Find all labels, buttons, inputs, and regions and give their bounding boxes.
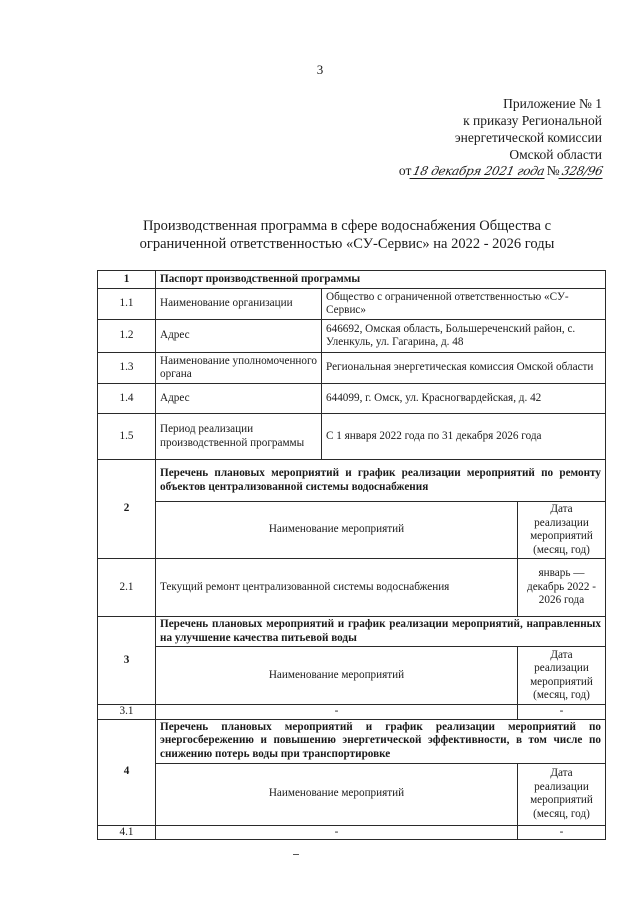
section-2-number: 2 — [98, 460, 156, 559]
program-table — [97, 270, 606, 840]
title-line-1: Производственная программа в сфере водоснабжения Общества с — [142, 218, 552, 234]
row-date: - — [518, 825, 606, 840]
appendix-line-1: Приложение № 1 — [503, 96, 602, 111]
row-label: Наименование уполномоченного органа — [156, 353, 322, 384]
table-row — [98, 353, 606, 384]
row-label: Период реализации производственной программы — [156, 414, 322, 460]
row-value: Общество с ограниченной ответственностью «СУ-Сервис» — [322, 289, 606, 320]
table-row — [98, 289, 606, 320]
section-1-heading: Паспорт производственной программы — [156, 271, 606, 289]
table-row — [98, 825, 606, 840]
row-value: 644099, г. Омск, ул. Красногвардейская, д. 42 — [322, 384, 606, 414]
row-number: 1.4 — [98, 384, 156, 414]
scan-mark — [293, 854, 299, 855]
page-number: 3 — [316, 62, 324, 77]
appendix-line-2: к приказу Региональной — [463, 113, 602, 128]
section-3-header-row — [98, 617, 606, 647]
row-label: Наименование организации — [156, 289, 322, 320]
row-activity: - — [156, 705, 518, 720]
column-header-name: Наименование мероприятий — [156, 502, 518, 559]
row-label: Адрес — [156, 384, 322, 414]
section-3-heading: Перечень плановых мероприятий и график реализации мероприятий, направленных на улучшение качества питьевой воды — [156, 617, 606, 647]
row-date: январь — декабрь 2022 - 2026 года — [518, 559, 606, 617]
section-2-columns-row — [98, 502, 606, 559]
row-number: 1.1 — [98, 289, 156, 320]
row-activity: - — [156, 825, 518, 840]
order-date-handwritten: 18 декабря 2021 года — [410, 164, 548, 179]
section-4-header-row — [98, 719, 606, 763]
table-row — [98, 705, 606, 720]
row-value: С 1 января 2022 года по 31 декабря 2026 года — [322, 414, 606, 460]
section-3-columns-row — [98, 647, 606, 705]
appendix-line-3: энергетической комиссии — [454, 130, 602, 145]
row-number: 1.2 — [98, 320, 156, 353]
table-row — [98, 320, 606, 353]
section-4-heading: Перечень плановых мероприятий и график реализации мероприятий по энергосбережению и повышению энергетической эффективности, в том числе по снижению потерь воды при транспортировке — [156, 719, 606, 763]
row-label: Адрес — [156, 320, 322, 353]
section-4-number: 4 — [98, 719, 156, 825]
appendix-line-4: Омской области — [509, 147, 602, 162]
column-header-name: Наименование мероприятий — [156, 647, 518, 705]
row-number: 1.5 — [98, 414, 156, 460]
column-header-date: Дата реализации мероприятий (месяц, год) — [518, 763, 606, 825]
section-2-header-row — [98, 460, 606, 502]
column-header-date: Дата реализации мероприятий (месяц, год) — [518, 647, 606, 705]
row-value: 646692, Омская область, Большереченский район, с. Уленкуль, ул. Гагарина, д. 48 — [322, 320, 606, 353]
row-value: Региональная энергетическая комиссия Омской области — [322, 353, 606, 384]
title-line-2: ограниченной ответственностью «СУ-Сервис» на 2022 - 2026 годы — [139, 236, 555, 252]
row-number: 2.1 — [98, 559, 156, 617]
section-4-columns-row — [98, 763, 606, 825]
row-number: 4.1 — [98, 825, 156, 840]
row-number: 1.3 — [98, 353, 156, 384]
row-activity: Текущий ремонт централизованной системы водоснабжения — [156, 559, 518, 617]
section-1-number: 1 — [98, 271, 156, 289]
column-header-date: Дата реализации мероприятий (месяц, год) — [518, 502, 606, 559]
appendix-block — [455, 95, 602, 163]
table-row — [98, 384, 606, 414]
table-row — [98, 414, 606, 460]
order-reference — [399, 163, 604, 179]
section-3-number: 3 — [98, 617, 156, 705]
table-row — [98, 559, 606, 617]
order-number-prefix: № — [546, 163, 560, 178]
section-1-header-row — [98, 271, 606, 289]
order-prefix: от — [398, 163, 412, 178]
row-number: 3.1 — [98, 705, 156, 720]
row-date: - — [518, 705, 606, 720]
section-2-heading: Перечень плановых мероприятий и график реализации мероприятий по ремонту объектов централизованной системы водоснабжения — [156, 460, 606, 502]
column-header-name: Наименование мероприятий — [156, 763, 518, 825]
order-number-handwritten: 328/96 — [558, 164, 606, 179]
document-title — [60, 217, 634, 253]
